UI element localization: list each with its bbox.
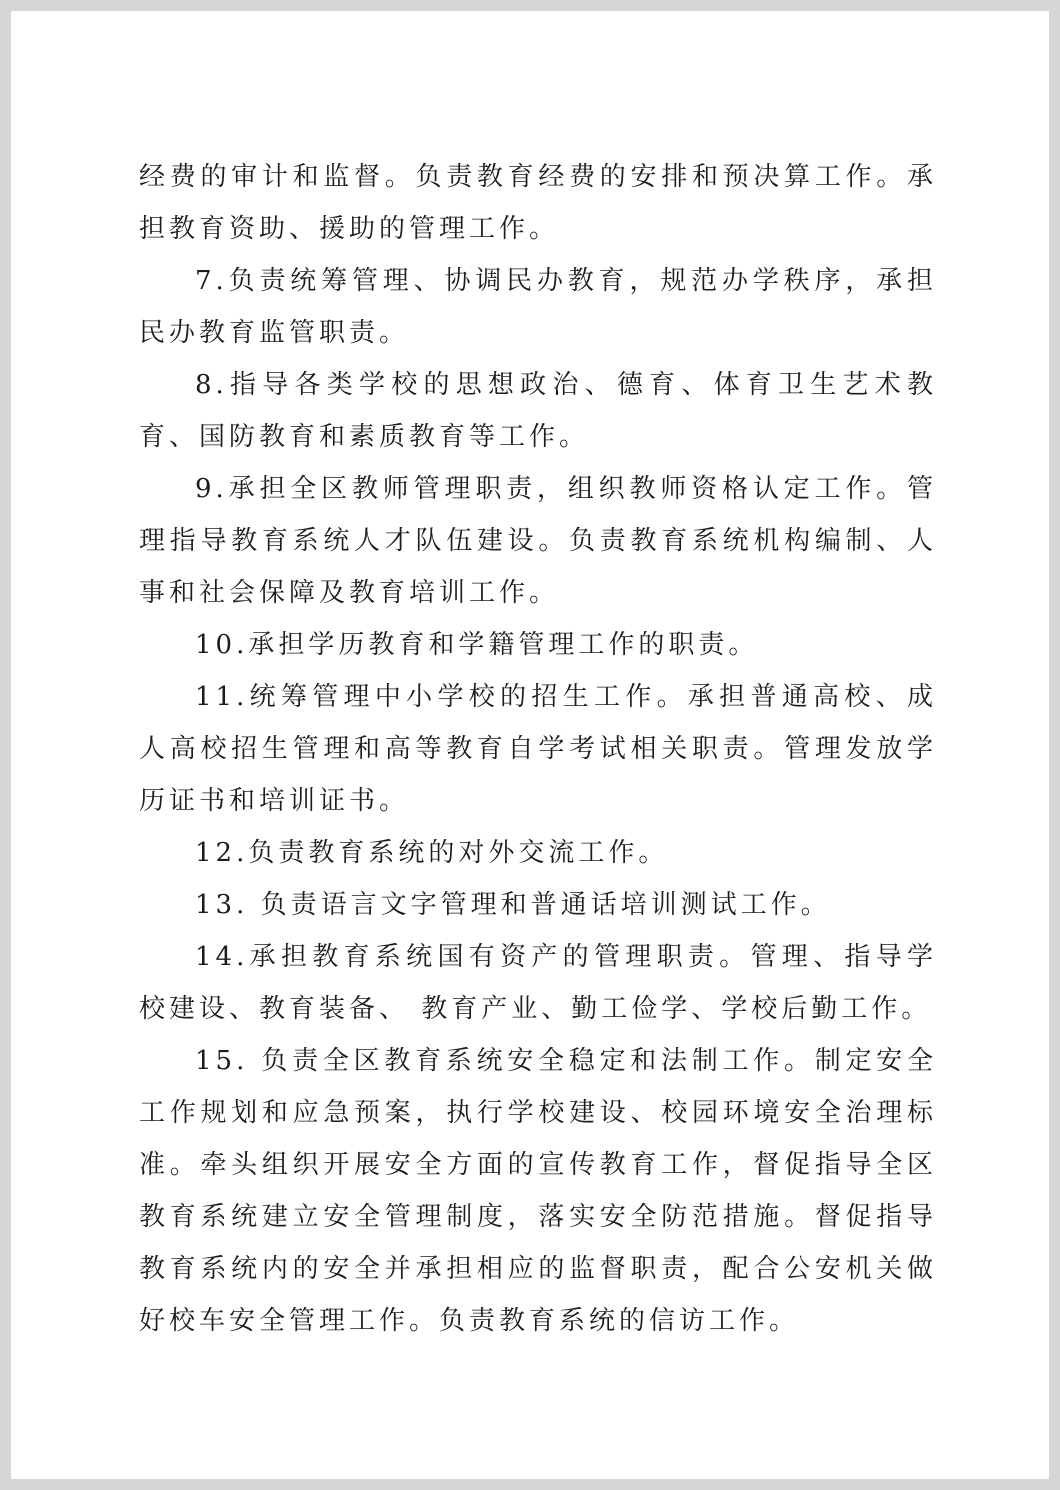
paragraph-item-7: 7.负责统筹管理、协调民办教育，规范办学秩序，承担民办教育监管职责。	[139, 266, 937, 348]
document-body	[139, 151, 937, 1347]
paragraph-item-12: 12.负责教育系统的对外交流工作。	[195, 838, 669, 868]
paragraph-item-8: 8.指导各类学校的思想政治、德育、体育卫生艺术教育、国防教育和素质教育等工作。	[139, 370, 937, 452]
paragraph-item-14: 14.承担教育系统国有资产的管理职责。管理、指导学校建设、教育装备、 教育产业、勤工俭学、学校后勤工作。	[139, 942, 937, 1024]
paragraph-item-11: 11.统筹管理中小学校的招生工作。承担普通高校、成人高校招生管理和高等教育自学考试相关职责。管理发放学历证书和培训证书。	[139, 682, 937, 816]
paragraph-continuation: 经费的审计和监督。负责教育经费的安排和预决算工作。承担教育资助、援助的管理工作。	[139, 162, 937, 244]
paragraph-item-10: 10.承担学历教育和学籍管理工作的职责。	[195, 630, 759, 660]
paragraph-item-9: 9.承担全区教师管理职责，组织教师资格认定工作。管理指导教育系统人才队伍建设。负责教育系统机构编制、人事和社会保障及教育培训工作。	[139, 474, 937, 608]
document-page	[11, 11, 1049, 1479]
paragraph-item-13: 13. 负责语言文字管理和普通话培训测试工作。	[195, 890, 831, 920]
paragraph-item-15: 15. 负责全区教育系统安全稳定和法制工作。制定安全工作规划和应急预案，执行学校建设、校园环境安全治理标准。牵头组织开展安全方面的宣传教育工作，督促指导全区教育系统建立安全管理制度，落实安全防范措施。督促指导教育系统内的安全并承担相应的监督职责，配合公安机关做好校车安全管理工作。负责教育系统的信访工作。	[139, 1046, 937, 1336]
